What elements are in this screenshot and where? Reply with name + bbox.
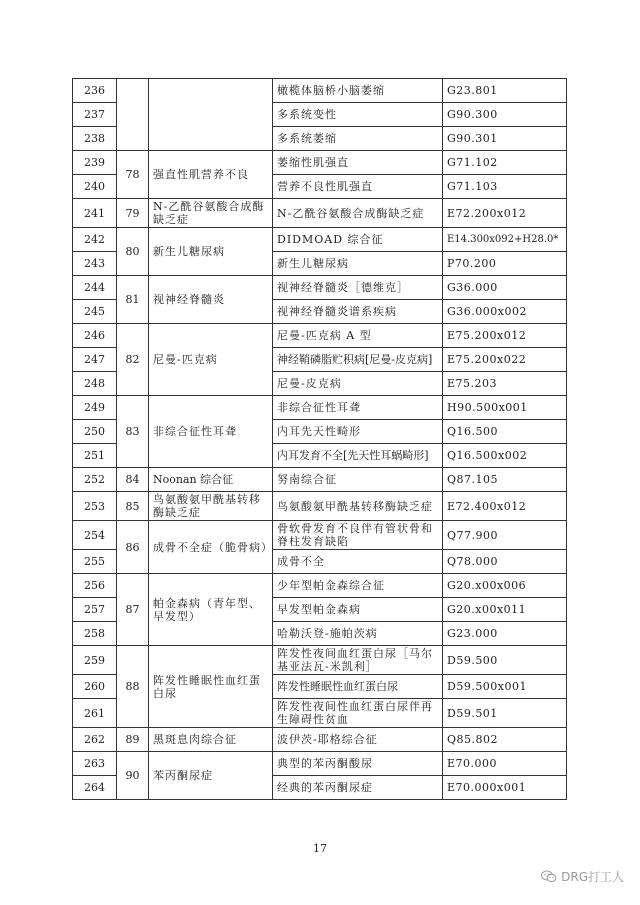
sub-disease-cell: 萎缩性肌强直 (273, 151, 443, 175)
table-row (73, 521, 567, 550)
table-row (73, 151, 567, 175)
sub-disease-cell: 内耳发育不全[先天性耳蜗畸形] (273, 444, 443, 468)
table-row (73, 752, 567, 776)
icd-code-cell: G23.000 (443, 622, 567, 646)
seq-cell: 254 (73, 521, 117, 550)
seq-cell: 255 (73, 550, 117, 574)
seq-cell: 249 (73, 396, 117, 420)
seq-cell: 261 (73, 699, 117, 728)
sub-disease-cell: 骨软骨发育不良伴有管状骨和脊柱发育缺陷 (273, 521, 443, 550)
disease-name-cell: N-乙酰谷氨酸合成酶缺乏症 (149, 199, 273, 228)
disease-name-cell: 黑斑息肉综合征 (149, 728, 273, 752)
sub-disease-cell: 营养不良性肌强直 (273, 175, 443, 199)
seq-cell: 257 (73, 598, 117, 622)
sub-disease-cell: 新生儿糖尿病 (273, 252, 443, 276)
icd-code-cell: Q78.000 (443, 550, 567, 574)
sub-disease-cell: 橄榄体脑桥小脑萎缩 (273, 79, 443, 103)
icd-code-cell: Q16.500x002 (443, 444, 567, 468)
page-number: 17 (313, 842, 327, 855)
disease-name-cell: 苯丙酮尿症 (149, 752, 273, 800)
table-row (73, 276, 567, 300)
icd-code-cell: D59.501 (443, 699, 567, 728)
disease-name-cell: 鸟氨酸氨甲酰基转移酶缺乏症 (149, 492, 273, 521)
disease-name-cell: 阵发性睡眠性血红蛋白尿 (149, 646, 273, 728)
seq-cell: 262 (73, 728, 117, 752)
icd-code-cell: Q87.105 (443, 468, 567, 492)
table-row (73, 228, 567, 252)
disease-name-cell: Noonan 综合征 (149, 468, 273, 492)
disease-name-cell: 视神经脊髓炎 (149, 276, 273, 324)
seq-cell: 250 (73, 420, 117, 444)
seq-cell: 246 (73, 324, 117, 348)
seq-cell: 241 (73, 199, 117, 228)
group-number-cell: 80 (117, 228, 149, 276)
sub-disease-cell: 典型的苯丙酮酸尿 (273, 752, 443, 776)
icd-code-cell: G36.000 (443, 276, 567, 300)
group-number-cell: 84 (117, 468, 149, 492)
sub-disease-cell: 视神经脊髓炎［德维克］ (273, 276, 443, 300)
icd-code-cell: E72.400x012 (443, 492, 567, 521)
group-number-cell: 81 (117, 276, 149, 324)
sub-disease-cell: 努南综合征 (273, 468, 443, 492)
icd-code-cell: E14.300x092+H28.0* (443, 228, 567, 252)
sub-disease-cell: 多系统变性 (273, 103, 443, 127)
disease-name-cell (149, 79, 273, 151)
icd-code-cell: Q85.802 (443, 728, 567, 752)
table-row (73, 468, 567, 492)
sub-disease-cell: 尼曼-匹克病 A 型 (273, 324, 443, 348)
disease-name-cell: 成骨不全症（脆骨病） (149, 521, 273, 574)
seq-cell: 247 (73, 348, 117, 372)
icd-code-cell: E72.200x012 (443, 199, 567, 228)
seq-cell: 242 (73, 228, 117, 252)
table-row (73, 396, 567, 420)
table-row (73, 79, 567, 103)
icd-code-cell: E70.000x001 (443, 776, 567, 800)
icd-code-cell: G36.000x002 (443, 300, 567, 324)
icd-code-cell: H90.500x001 (443, 396, 567, 420)
sub-disease-cell: 神经鞘磷脂贮积病[尼曼-皮克病] (273, 348, 443, 372)
wechat-icon (541, 870, 557, 883)
sub-disease-cell: 波伊茨-耶格综合征 (273, 728, 443, 752)
group-number-cell: 85 (117, 492, 149, 521)
group-number-cell (117, 79, 149, 151)
icd-code-cell: G20.x00x006 (443, 574, 567, 598)
group-number-cell: 82 (117, 324, 149, 396)
icd-code-cell: G71.103 (443, 175, 567, 199)
seq-cell: 238 (73, 127, 117, 151)
seq-cell: 243 (73, 252, 117, 276)
disease-name-cell: 尼曼-匹克病 (149, 324, 273, 396)
seq-cell: 240 (73, 175, 117, 199)
icd-code-cell: G23.801 (443, 79, 567, 103)
sub-disease-cell: DIDMOAD 综合征 (273, 228, 443, 252)
icd-code-cell: E75.203 (443, 372, 567, 396)
sub-disease-cell: 少年型帕金森综合征 (273, 574, 443, 598)
sub-disease-cell: 早发型帕金森病 (273, 598, 443, 622)
sub-disease-cell: 阵发性夜间血红蛋白尿［马尔基亚法瓦-米凯利］ (273, 646, 443, 675)
table-row (73, 728, 567, 752)
icd-code-cell: Q77.900 (443, 521, 567, 550)
table-row (73, 646, 567, 675)
icd-code-cell: E75.200x022 (443, 348, 567, 372)
group-number-cell: 78 (117, 151, 149, 199)
sub-disease-cell: 鸟氨酸氨甲酰基转移酶缺乏症 (273, 492, 443, 521)
seq-cell: 244 (73, 276, 117, 300)
icd-code-cell: D59.500x001 (443, 675, 567, 699)
group-number-cell: 79 (117, 199, 149, 228)
disease-name-cell: 帕金森病（青年型、早发型） (149, 574, 273, 646)
sub-disease-cell: N-乙酰谷氨酸合成酶缺乏症 (273, 199, 443, 228)
table-row (73, 574, 567, 598)
seq-cell: 245 (73, 300, 117, 324)
sub-disease-cell: 经典的苯丙酮尿症 (273, 776, 443, 800)
sub-disease-cell: 尼曼-皮克病 (273, 372, 443, 396)
icd-code-cell: E70.000 (443, 752, 567, 776)
seq-cell: 256 (73, 574, 117, 598)
group-number-cell: 87 (117, 574, 149, 646)
sub-disease-cell: 阵发性睡眠性血红蛋白尿 (273, 675, 443, 699)
seq-cell: 260 (73, 675, 117, 699)
seq-cell: 237 (73, 103, 117, 127)
disease-name-cell: 新生儿糖尿病 (149, 228, 273, 276)
group-number-cell: 90 (117, 752, 149, 800)
seq-cell: 251 (73, 444, 117, 468)
group-number-cell: 86 (117, 521, 149, 574)
seq-cell: 263 (73, 752, 117, 776)
sub-disease-cell: 非综合征性耳聋 (273, 396, 443, 420)
icd-code-cell: D59.500 (443, 646, 567, 675)
seq-cell: 248 (73, 372, 117, 396)
sub-disease-cell: 成骨不全 (273, 550, 443, 574)
sub-disease-cell: 多系统萎缩 (273, 127, 443, 151)
seq-cell: 264 (73, 776, 117, 800)
group-number-cell: 83 (117, 396, 149, 468)
seq-cell: 252 (73, 468, 117, 492)
icd-code-cell: E75.200x012 (443, 324, 567, 348)
seq-cell: 253 (73, 492, 117, 521)
watermark-text: DRG打工人 (561, 870, 624, 884)
disease-name-cell: 非综合征性耳聋 (149, 396, 273, 468)
seq-cell: 239 (73, 151, 117, 175)
group-number-cell: 89 (117, 728, 149, 752)
disease-code-table (72, 78, 567, 800)
icd-code-cell: G20.x00x011 (443, 598, 567, 622)
table-row (73, 199, 567, 228)
icd-code-cell: G90.301 (443, 127, 567, 151)
disease-name-cell: 强直性肌营养不良 (149, 151, 273, 199)
icd-code-cell: P70.200 (443, 252, 567, 276)
sub-disease-cell: 内耳先天性畸形 (273, 420, 443, 444)
sub-disease-cell: 视神经脊髓炎谱系疾病 (273, 300, 443, 324)
seq-cell: 259 (73, 646, 117, 675)
icd-code-cell: G71.102 (443, 151, 567, 175)
table-row (73, 492, 567, 521)
sub-disease-cell: 阵发性夜间性血红蛋白尿伴再生障碍性贫血 (273, 699, 443, 728)
seq-cell: 236 (73, 79, 117, 103)
sub-disease-cell: 哈勒沃登-施帕茨病 (273, 622, 443, 646)
table-row (73, 324, 567, 348)
icd-code-cell: Q16.500 (443, 420, 567, 444)
group-number-cell: 88 (117, 646, 149, 728)
icd-code-cell: G90.300 (443, 103, 567, 127)
seq-cell: 258 (73, 622, 117, 646)
watermark (541, 868, 624, 885)
